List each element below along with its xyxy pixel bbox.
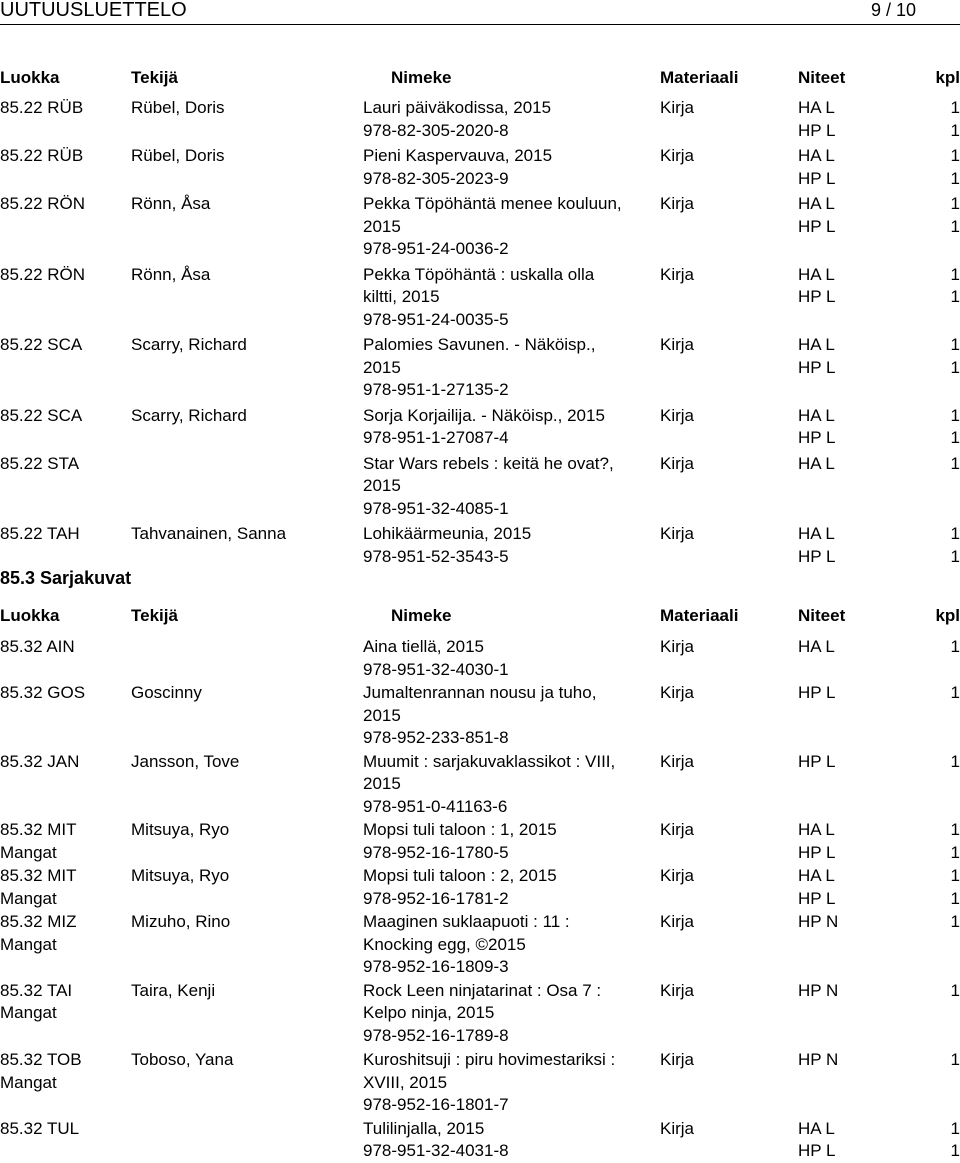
cell-nimeke-line: Muumit : sarjakuvaklassikot : VIII, <box>363 751 616 771</box>
cell-tekija: Mizuho, Rino <box>131 912 231 931</box>
cell-luokka-line: 85.32 JAN <box>0 751 80 771</box>
cell-kpl <box>930 1118 960 1163</box>
cell-niteet-line: HP L <box>798 888 836 908</box>
cell-luokka <box>0 145 83 168</box>
cell-nimeke-line: 2015 <box>363 476 401 495</box>
cell-luokka <box>0 193 85 216</box>
cell-kpl <box>930 911 960 934</box>
cell-kpl-line: 1 <box>950 216 960 236</box>
cell-niteet-line: HP L <box>798 546 836 566</box>
cell-materiaali: Kirja <box>660 1050 695 1069</box>
cell-nimeke-line: Mopsi tuli taloon : 1, 2015 <box>363 820 557 839</box>
cell-nimeke <box>363 264 653 332</box>
cell-luokka-line: Mangat <box>0 888 57 908</box>
cell-kpl-line: 1 <box>950 120 960 140</box>
cell-nimeke-line: 978-952-16-1789-8 <box>363 1025 509 1045</box>
cell-materiaali: Kirja <box>660 146 695 165</box>
cell-niteet-line: HP N <box>798 912 839 931</box>
cell-niteet-line: HA L <box>798 524 835 543</box>
cell-niteet-line: HP N <box>798 1050 839 1069</box>
section-title: 85.3 Sarjakuvat <box>0 568 132 588</box>
cell-kpl-line: 1 <box>950 683 960 702</box>
cell-tekija: Rönn, Åsa <box>131 194 211 213</box>
cell-nimeke-line: 978-952-16-1781-2 <box>363 888 509 908</box>
cell-luokka-line: 85.32 MIZ <box>0 912 77 931</box>
cell-materiaali: Kirja <box>660 866 695 885</box>
cell-nimeke-line: Palomies Savunen. - Näköisp., <box>363 335 596 354</box>
cell-luokka-line: Mangat <box>0 842 57 862</box>
cell-nimeke-line: 2015 <box>363 774 401 793</box>
cell-tekija: Taira, Kenji <box>131 980 216 1000</box>
cell-luokka <box>0 819 77 864</box>
cell-luokka-line: 85.22 SCA <box>0 335 83 354</box>
cell-nimeke <box>363 1049 653 1117</box>
cell-materiaali: Kirja <box>660 912 695 931</box>
cell-materiaali: Kirja <box>660 98 695 117</box>
cell-niteet <box>798 145 928 190</box>
cell-niteet-line: HA L <box>798 866 835 885</box>
cell-kpl <box>930 865 960 910</box>
cell-luokka-line: 85.22 SCA <box>0 405 83 425</box>
cell-luokka <box>0 523 80 546</box>
cell-kpl <box>930 193 960 238</box>
cell-niteet <box>798 1049 928 1072</box>
cell-luokka-line: 85.22 RÜB <box>0 146 84 165</box>
cell-nimeke <box>363 980 653 1048</box>
cell-niteet <box>798 911 928 934</box>
cell-kpl <box>930 334 960 379</box>
col-nimeke: Nimeke <box>391 68 452 87</box>
cell-kpl-line: 1 <box>950 428 960 447</box>
cell-nimeke-line: Lauri päiväkodissa, 2015 <box>363 98 552 117</box>
col-luokka: Luokka <box>0 68 60 87</box>
col-luokka: Luokka <box>0 606 60 625</box>
col-niteet: Niteet <box>798 68 846 87</box>
cell-luokka <box>0 1118 79 1141</box>
cell-kpl <box>930 523 960 568</box>
cell-nimeke-line: Jumaltenrannan nousu ja tuho, <box>363 683 597 702</box>
cell-kpl-line: 1 <box>950 357 960 377</box>
cell-niteet <box>798 636 928 659</box>
cell-niteet-line: HP L <box>798 683 836 702</box>
cell-kpl-line: 1 <box>950 820 960 839</box>
cell-niteet-line: HP L <box>798 216 836 236</box>
cell-niteet <box>798 264 928 309</box>
cell-niteet-line: HP L <box>798 1141 836 1160</box>
cell-luokka <box>0 1049 82 1094</box>
cell-kpl <box>930 405 960 450</box>
cell-luokka <box>0 453 79 476</box>
cell-kpl <box>930 264 960 309</box>
col-tekija: Tekijä <box>131 606 178 625</box>
cell-nimeke-line: 978-951-32-4031-8 <box>363 1141 509 1160</box>
cell-nimeke-line: Pekka Töpöhäntä : uskalla olla <box>363 264 595 284</box>
cell-luokka <box>0 911 77 956</box>
cell-niteet <box>798 334 928 379</box>
cell-luokka <box>0 97 83 120</box>
cell-luokka <box>0 751 79 774</box>
cell-nimeke-line: 978-951-32-4085-1 <box>363 498 509 518</box>
cell-nimeke-line: Aina tiellä, 2015 <box>363 637 484 656</box>
cell-tekija: Scarry, Richard <box>131 335 247 354</box>
cell-niteet-line: HA L <box>798 1118 835 1138</box>
cell-tekija: Jansson, Tove <box>131 751 240 771</box>
cell-luokka <box>0 682 85 705</box>
cell-kpl <box>930 819 960 864</box>
cell-niteet-line: HP L <box>798 287 836 306</box>
cell-luokka-line: 85.32 TAI <box>0 980 73 1000</box>
cell-nimeke-line: 978-952-16-1801-7 <box>363 1095 509 1114</box>
cell-materiaali: Kirja <box>660 405 695 425</box>
cell-niteet <box>798 1118 928 1163</box>
cell-nimeke <box>363 97 653 142</box>
cell-kpl-line: 1 <box>950 264 960 284</box>
cell-kpl <box>930 751 960 774</box>
cell-niteet-line: HP L <box>798 428 836 447</box>
cell-niteet-line: HA L <box>798 637 835 656</box>
cell-luokka-line: Mangat <box>0 1072 57 1092</box>
col-kpl: kpl <box>935 606 960 625</box>
cell-luokka-line: 85.22 STA <box>0 453 80 473</box>
document-title: UUTUUSLUETTELO <box>0 0 187 21</box>
cell-luokka <box>0 865 77 910</box>
cell-kpl-line: 1 <box>950 866 960 885</box>
cell-niteet <box>798 682 928 705</box>
cell-kpl <box>930 1049 960 1072</box>
cell-nimeke-line: 978-952-233-851-8 <box>363 728 509 747</box>
cell-nimeke <box>363 453 653 521</box>
cell-kpl-line: 1 <box>950 524 960 543</box>
cell-tekija: Rönn, Åsa <box>131 264 211 284</box>
cell-niteet <box>798 980 928 1003</box>
cell-nimeke-line: Knocking egg, ©2015 <box>363 934 526 954</box>
cell-kpl-line: 1 <box>950 842 960 862</box>
cell-materiaali: Kirja <box>660 264 695 284</box>
cell-nimeke-line: 978-82-305-2020-8 <box>363 120 509 140</box>
cell-nimeke-line: 978-951-24-0036-2 <box>363 239 509 258</box>
cell-niteet-line: HA L <box>798 405 835 425</box>
cell-nimeke-line: 978-951-1-27087-4 <box>363 428 509 447</box>
cell-niteet <box>798 405 928 450</box>
cell-materiaali: Kirja <box>660 683 695 702</box>
col-tekija: Tekijä <box>131 68 178 87</box>
cell-tekija: Mitsuya, Ryo <box>131 820 230 839</box>
cell-nimeke-line: 2015 <box>363 357 401 377</box>
cell-luokka-line: Mangat <box>0 1003 57 1022</box>
cell-nimeke-line: Sorja Korjailija. - Näköisp., 2015 <box>363 405 605 425</box>
cell-kpl-line: 1 <box>950 1141 960 1160</box>
cell-nimeke <box>363 334 653 402</box>
cell-niteet-line: HA L <box>798 194 835 213</box>
cell-nimeke <box>363 819 653 864</box>
cell-kpl-line: 1 <box>950 146 960 165</box>
cell-niteet-line: HA L <box>798 98 835 117</box>
cell-kpl-line: 1 <box>950 980 960 1000</box>
cell-luokka-line: 85.32 MIT <box>0 866 77 885</box>
cell-materiaali: Kirja <box>660 820 695 839</box>
cell-luokka-line: 85.22 RÖN <box>0 264 86 284</box>
cell-kpl <box>930 97 960 142</box>
table-header-2 <box>0 605 960 627</box>
cell-nimeke-line: kiltti, 2015 <box>363 287 440 306</box>
page-number: 9 / 10 <box>870 0 916 20</box>
cell-kpl-line: 1 <box>950 168 960 188</box>
cell-nimeke-line: 978-951-24-0035-5 <box>363 309 509 329</box>
cell-nimeke-line: 2015 <box>363 705 401 725</box>
cell-kpl-line: 1 <box>950 637 960 656</box>
cell-nimeke <box>363 682 653 750</box>
cell-kpl-line: 1 <box>950 751 960 771</box>
col-niteet: Niteet <box>798 606 846 625</box>
cell-tekija: Toboso, Yana <box>131 1050 234 1069</box>
cell-nimeke-line: Maaginen suklaapuoti : 11 : <box>363 912 570 931</box>
cell-materiaali: Kirja <box>660 524 695 543</box>
cell-tekija: Rübel, Doris <box>131 98 225 117</box>
cell-nimeke <box>363 523 653 568</box>
cell-niteet-line: HP L <box>798 357 836 377</box>
cell-materiaali: Kirja <box>660 751 695 771</box>
cell-niteet-line: HA L <box>798 453 835 473</box>
cell-kpl-line: 1 <box>950 335 960 354</box>
cell-niteet-line: HP N <box>798 980 839 1000</box>
cell-niteet <box>798 523 928 568</box>
cell-niteet <box>798 193 928 238</box>
cell-luokka-line: 85.32 AIN <box>0 637 75 656</box>
cell-nimeke <box>363 911 653 979</box>
cell-tekija: Rübel, Doris <box>131 146 225 165</box>
cell-niteet-line: HP L <box>798 168 836 188</box>
cell-nimeke <box>363 636 653 681</box>
cell-niteet <box>798 97 928 142</box>
cell-nimeke-line: 978-951-1-27135-2 <box>363 380 509 399</box>
cell-niteet-line: HA L <box>798 335 835 354</box>
cell-nimeke-line: 978-951-32-4030-1 <box>363 659 509 679</box>
cell-luokka <box>0 980 72 1025</box>
cell-materiaali: Kirja <box>660 1118 695 1138</box>
cell-nimeke <box>363 193 653 261</box>
cell-kpl-line: 1 <box>950 912 960 931</box>
cell-luokka-line: 85.32 TUL <box>0 1118 80 1138</box>
cell-luokka <box>0 636 75 659</box>
header-rule <box>0 24 960 25</box>
cell-luokka-line: 85.22 RÜB <box>0 98 84 117</box>
cell-tekija: Scarry, Richard <box>131 405 247 425</box>
cell-kpl <box>930 636 960 659</box>
cell-kpl <box>930 682 960 705</box>
cell-nimeke-line: 978-951-0-41163-6 <box>363 796 508 816</box>
cell-kpl <box>930 980 960 1003</box>
cell-luokka <box>0 264 85 287</box>
cell-niteet-line: HA L <box>798 146 835 165</box>
cell-nimeke-line: Star Wars rebels : keitä he ovat?, <box>363 453 614 473</box>
cell-nimeke <box>363 751 653 819</box>
cell-niteet <box>798 751 928 774</box>
cell-nimeke-line: Lohikäärmeunia, 2015 <box>363 524 532 543</box>
col-nimeke: Nimeke <box>391 606 452 625</box>
cell-niteet-line: HA L <box>798 264 835 284</box>
cell-kpl-line: 1 <box>950 405 960 425</box>
cell-luokka <box>0 334 82 357</box>
cell-niteet-line: HP L <box>798 120 836 140</box>
cell-nimeke-line: 978-82-305-2023-9 <box>363 168 509 188</box>
cell-kpl-line: 1 <box>950 453 960 473</box>
cell-nimeke <box>363 865 653 910</box>
cell-niteet-line: HP L <box>798 751 836 771</box>
cell-kpl-line: 1 <box>950 888 960 908</box>
cell-nimeke <box>363 405 653 450</box>
cell-materiaali: Kirja <box>660 194 695 213</box>
cell-luokka-line: 85.22 TAH <box>0 524 80 543</box>
cell-kpl-line: 1 <box>950 98 960 117</box>
cell-materiaali: Kirja <box>660 980 695 1000</box>
cell-luokka-line: 85.32 TOB <box>0 1050 82 1069</box>
cell-nimeke-line: Kelpo ninja, 2015 <box>363 1003 495 1022</box>
cell-nimeke-line: Tulilinjalla, 2015 <box>363 1118 485 1138</box>
cell-materiaali: Kirja <box>660 637 695 656</box>
cell-niteet-line: HA L <box>798 820 835 839</box>
cell-nimeke-line: Pekka Töpöhäntä menee kouluun, <box>363 194 622 213</box>
cell-kpl <box>930 453 960 476</box>
cell-luokka-line: 85.32 MIT <box>0 820 77 839</box>
cell-nimeke-line: 978-951-52-3543-5 <box>363 546 509 566</box>
cell-nimeke <box>363 145 653 190</box>
cell-kpl-line: 1 <box>950 287 960 306</box>
col-materiaali: Materiaali <box>660 68 739 87</box>
cell-luokka <box>0 405 82 428</box>
cell-luokka-line: Mangat <box>0 934 57 954</box>
cell-kpl-line: 1 <box>950 546 960 566</box>
cell-nimeke-line: Pieni Kaspervauva, 2015 <box>363 146 553 165</box>
cell-nimeke-line: Rock Leen ninjatarinat : Osa 7 : <box>363 980 602 1000</box>
page-header <box>0 0 960 24</box>
cell-tekija: Goscinny <box>131 683 202 702</box>
cell-luokka-line: 85.32 GOS <box>0 683 86 702</box>
cell-nimeke-line: 978-952-16-1809-3 <box>363 957 509 976</box>
cell-niteet <box>798 453 928 476</box>
cell-nimeke-line: 2015 <box>363 216 401 236</box>
cell-kpl-line: 1 <box>950 194 960 213</box>
table-header-1 <box>0 67 960 89</box>
cell-niteet-line: HP L <box>798 842 836 862</box>
cell-kpl-line: 1 <box>950 1118 960 1138</box>
cell-tekija: Tahvanainen, Sanna <box>131 524 287 543</box>
cell-tekija: Mitsuya, Ryo <box>131 866 230 885</box>
col-kpl: kpl <box>935 68 960 87</box>
cell-luokka-line: 85.22 RÖN <box>0 194 86 213</box>
cell-nimeke-line: Kuroshitsuji : piru hovimestariksi : <box>363 1050 616 1069</box>
cell-materiaali: Kirja <box>660 335 695 354</box>
cell-nimeke <box>363 1118 653 1163</box>
cell-kpl <box>930 145 960 190</box>
cell-niteet <box>798 819 928 864</box>
cell-nimeke-line: XVIII, 2015 <box>363 1072 448 1092</box>
cell-kpl-line: 1 <box>950 1050 960 1069</box>
cell-nimeke-line: 978-952-16-1780-5 <box>363 842 509 862</box>
col-materiaali: Materiaali <box>660 606 739 625</box>
cell-materiaali: Kirja <box>660 453 695 473</box>
cell-niteet <box>798 865 928 910</box>
cell-nimeke-line: Mopsi tuli taloon : 2, 2015 <box>363 866 557 885</box>
